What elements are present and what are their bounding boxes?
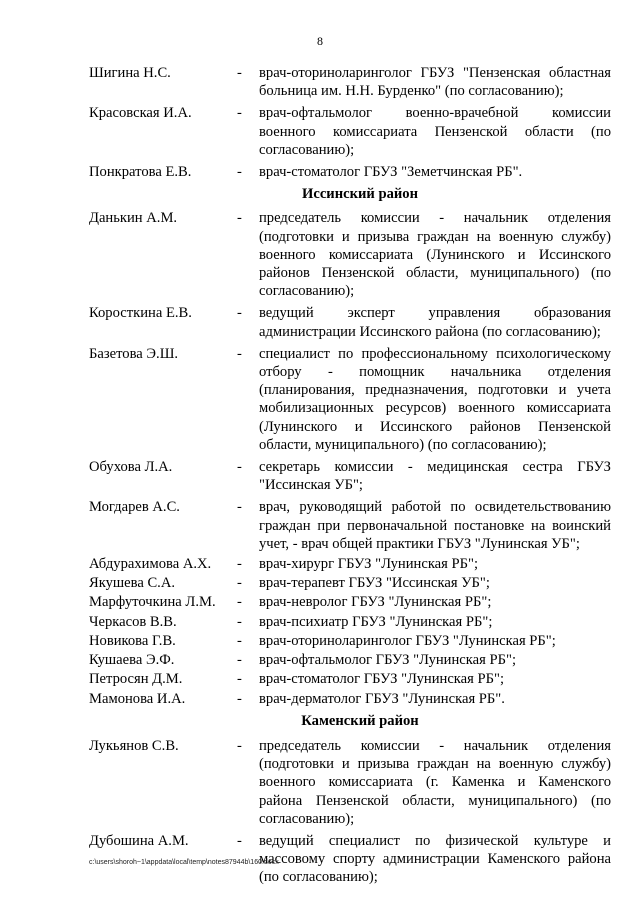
member-row	[89, 458, 611, 494]
member-name: Дубошина А.М.	[89, 832, 189, 849]
member-row	[89, 593, 611, 611]
dash-separator: -	[237, 164, 242, 181]
member-name: Коросткина Е.В.	[89, 305, 192, 322]
dash-separator: -	[237, 556, 242, 573]
member-name: Якушева С.А.	[89, 575, 176, 592]
member-name: Лукьянов С.В.	[89, 737, 179, 754]
dash-separator: -	[237, 737, 242, 754]
dash-separator: -	[237, 105, 242, 122]
member-role: врач, руководящий работой по освидетельствованию граждан при первоначальной постановке на воинский учет, - врач общей практики ГБУЗ "Лунинская УБ";	[259, 499, 611, 552]
member-role: ведущий эксперт управления образования администрации Иссинского района (по согласованию);	[259, 305, 611, 340]
member-row	[89, 209, 611, 300]
member-role: врач-стоматолог ГБУЗ "Земетчинская РБ".	[259, 164, 523, 181]
member-name: Марфуточкина Л.М.	[89, 594, 216, 611]
member-name: Кушаева Э.Ф.	[89, 652, 175, 669]
member-row	[89, 304, 611, 340]
section-heading: Иссинский район	[301, 186, 418, 203]
member-role: секретарь комиссии - медицинская сестра ГБУЗ "Иссинская УБ";	[259, 459, 611, 494]
dash-separator: -	[237, 65, 242, 81]
member-name: Могдарев А.С.	[89, 499, 180, 516]
member-name: Красовская И.А.	[89, 105, 192, 122]
member-role: врач-дерматолог ГБУЗ "Лунинская РБ".	[259, 690, 505, 707]
member-name: Обухова Л.А.	[89, 459, 173, 476]
member-row	[89, 555, 611, 573]
dash-separator: -	[237, 690, 242, 707]
member-row	[89, 613, 611, 631]
member-row	[89, 651, 611, 669]
member-role: врач-оториноларинголог ГБУЗ "Пензенская областная больница им. Н.Н. Бурденко" (по согласованию);	[259, 65, 611, 100]
member-row	[89, 64, 611, 100]
dash-separator: -	[237, 594, 242, 611]
dash-separator: -	[237, 575, 242, 592]
member-row	[89, 632, 611, 650]
dash-separator: -	[237, 459, 242, 476]
member-name: Новикова Г.В.	[89, 632, 176, 649]
member-row	[89, 574, 611, 592]
dash-separator: -	[237, 345, 242, 362]
member-name: Базетова Э.Ш.	[89, 345, 179, 362]
dash-separator: -	[237, 652, 242, 669]
member-row	[89, 737, 611, 828]
page-number: 8	[317, 34, 323, 48]
member-name: Данькин А.М.	[89, 210, 178, 227]
member-row	[89, 104, 611, 159]
dash-separator: -	[237, 671, 242, 688]
file-path-footer: c:\users\shoroh~1\appdata\local\temp\notes87944b\160.docx	[89, 859, 279, 866]
member-name: Шигина Н.С.	[89, 65, 171, 81]
member-row	[89, 670, 611, 688]
member-role: ведущий специалист по физической культуре и массовому спорту администрации Каменского района (по согласованию);	[259, 832, 611, 886]
member-name: Петросян Д.М.	[89, 671, 183, 688]
member-role: врач-невролог ГБУЗ "Лунинская РБ";	[259, 594, 492, 611]
dash-separator: -	[237, 613, 242, 630]
member-name: Абдурахимова А.Х.	[89, 556, 212, 573]
member-role: врач-терапевт ГБУЗ "Иссинская УБ";	[259, 575, 490, 592]
member-row	[89, 498, 611, 553]
dash-separator: -	[237, 499, 242, 516]
member-name: Черкасов В.В.	[89, 613, 177, 630]
member-name: Понкратова Е.В.	[89, 164, 192, 181]
member-row	[89, 345, 611, 454]
member-row	[89, 163, 611, 181]
member-role: председатель комиссии - начальник отделения (подготовки и призыва граждан на военную службу) военного комиссариата (г. Каменка и Каменского района Пензенской области, муниципального) (по согласованию);	[259, 737, 611, 827]
dash-separator: -	[237, 832, 242, 849]
member-role: врач-офтальмолог военно-врачебной комиссии военного комиссариата Пензенской области (по согласованию);	[259, 105, 611, 158]
member-role: председатель комиссии - начальник отделения (подготовки и призыва граждан на военную службу) военного комиссариата (Лунинского и Иссинского районов Пензенской области, муниципального) (по согласованию);	[259, 210, 611, 300]
dash-separator: -	[237, 632, 242, 649]
member-row	[89, 690, 611, 708]
member-role: врач-психиатр ГБУЗ "Лунинская РБ";	[259, 613, 493, 630]
member-role: врач-хирург ГБУЗ "Лунинская РБ";	[259, 556, 479, 573]
member-name: Мамонова И.А.	[89, 690, 186, 707]
commission-member-list	[89, 64, 611, 887]
dash-separator: -	[237, 210, 242, 227]
member-role: врач-оториноларинголог ГБУЗ "Лунинская РБ";	[259, 632, 556, 649]
member-role: специалист по профессиональному психологическому отбору - помощник начальника отделения (планирования, предназначения, подготовки и учета мобилизационных ресурсов) военного комиссариата (Лунинского и Иссинского районов Пензенской области, муниципального) (по согласованию);	[259, 345, 611, 453]
member-role: врач-офтальмолог ГБУЗ "Лунинская РБ";	[259, 652, 517, 669]
section-heading: Каменский район	[301, 712, 419, 729]
dash-separator: -	[237, 305, 242, 322]
member-role: врач-стоматолог ГБУЗ "Лунинская РБ";	[259, 671, 505, 688]
